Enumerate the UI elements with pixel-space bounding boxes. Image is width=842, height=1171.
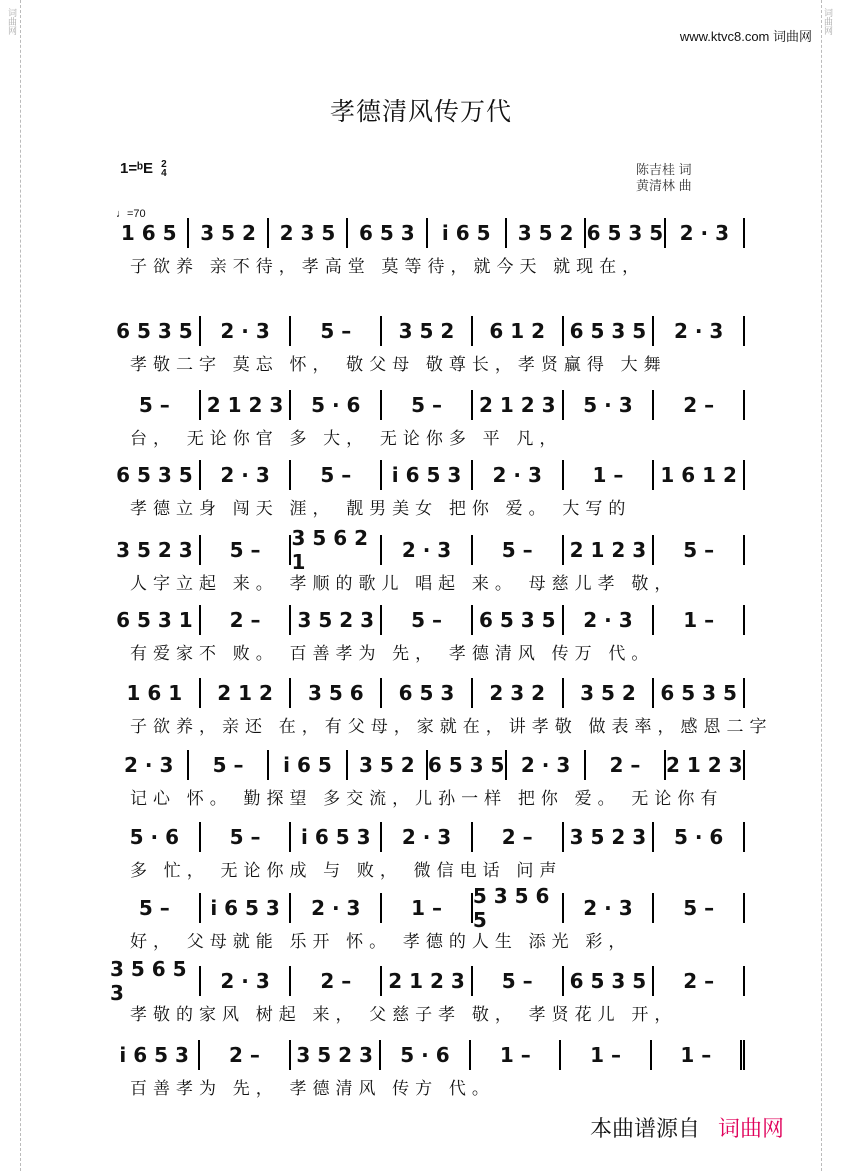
score-row bbox=[110, 218, 745, 288]
right-margin-strip: 词曲网 bbox=[821, 0, 836, 1171]
measure-notes: 6 5 3 5 bbox=[116, 463, 193, 487]
measure bbox=[382, 893, 473, 923]
measure-notes: 3 5 2 3 bbox=[116, 538, 193, 562]
measure bbox=[291, 460, 382, 490]
measure bbox=[201, 822, 292, 852]
score-row bbox=[110, 526, 745, 605]
measure-notes: 6 5 3 5 bbox=[569, 319, 647, 343]
measure bbox=[564, 966, 655, 996]
measure-notes: 5 · 6 bbox=[129, 825, 180, 849]
measure-notes: 3 5 2 3 bbox=[296, 1043, 373, 1067]
measure-notes: 6 5 3 5 bbox=[427, 753, 505, 777]
measure-notes: 5 – bbox=[212, 753, 244, 777]
score-row bbox=[110, 1040, 745, 1110]
measure-notes: 5 · 6 bbox=[400, 1043, 450, 1067]
measure-notes: 5 – bbox=[320, 319, 352, 343]
measure bbox=[471, 1040, 561, 1070]
measure-notes: 6 5 3 bbox=[358, 221, 415, 245]
measure bbox=[200, 1040, 290, 1070]
measure-notes: 2 · 3 bbox=[673, 319, 724, 343]
measure-notes: 3 5 2 3 bbox=[297, 608, 375, 632]
lyric-line: 百善孝为 先， 孝德清风 传方 代。 bbox=[130, 1079, 495, 1098]
measure-notes: 2 3 5 bbox=[279, 221, 336, 245]
measure-notes: 2 · 3 bbox=[583, 608, 633, 632]
measure bbox=[654, 893, 745, 923]
song-title: 孝德清风传万代 bbox=[329, 98, 512, 126]
measure bbox=[564, 605, 655, 635]
measure bbox=[110, 460, 201, 490]
measure bbox=[473, 316, 564, 346]
measure-notes: 5 – bbox=[501, 538, 533, 562]
measure bbox=[201, 535, 292, 565]
measure-notes: 2 1 2 bbox=[217, 681, 273, 705]
measure bbox=[473, 390, 564, 420]
measure bbox=[586, 218, 665, 248]
measure bbox=[382, 605, 473, 635]
measure bbox=[654, 822, 745, 852]
measure-notes: 2 · 3 bbox=[124, 753, 174, 777]
measure bbox=[564, 390, 655, 420]
measure-notes: 5 · 3 bbox=[583, 393, 633, 417]
lyric-line: 多 忙， 无论你成 与 败， 微信电话 问声 bbox=[130, 861, 563, 880]
measure-notes: 3 5 2 bbox=[580, 681, 636, 705]
measure-notes: i 6 5 3 bbox=[391, 463, 462, 487]
measure-notes: 1 – bbox=[683, 608, 715, 632]
measure bbox=[652, 1040, 745, 1070]
score-row bbox=[110, 957, 745, 1036]
measure-notes: 3 5 2 3 bbox=[569, 825, 647, 849]
measure-notes: 3 5 2 bbox=[358, 753, 415, 777]
lyric-line: 孝敬的家风 树起 来， 父慈子孝 敬， 孝贤花儿 开， bbox=[130, 1005, 678, 1024]
measure bbox=[666, 750, 745, 780]
measure bbox=[291, 605, 382, 635]
measure bbox=[291, 526, 382, 574]
measure bbox=[561, 1040, 651, 1070]
measure-notes: 3 5 6 bbox=[307, 681, 364, 705]
measure-notes: 2 1 2 3 bbox=[388, 969, 465, 993]
measure bbox=[291, 678, 382, 708]
tempo-marking: ♩=70 bbox=[116, 208, 146, 220]
measure-notes: 5 – bbox=[501, 969, 533, 993]
lyric-line: 子欲养，亲还 在，有父母，家就在，讲孝敬 做表率，感恩二字 bbox=[130, 717, 773, 736]
measure bbox=[472, 884, 564, 932]
measure bbox=[654, 390, 745, 420]
measure bbox=[473, 678, 564, 708]
measure bbox=[564, 678, 655, 708]
measure-notes: 1 6 1 bbox=[126, 681, 183, 705]
measure-notes: 5 – bbox=[138, 896, 170, 920]
measure bbox=[428, 750, 507, 780]
measure bbox=[473, 535, 564, 565]
credits bbox=[636, 162, 692, 194]
measure-notes: 6 5 3 5 bbox=[116, 319, 193, 343]
measure bbox=[110, 316, 201, 346]
measure-notes: 6 1 2 bbox=[489, 319, 546, 343]
measure bbox=[473, 966, 564, 996]
measure-notes: 2 – bbox=[683, 393, 715, 417]
measure-notes: 2 · 3 bbox=[220, 969, 270, 993]
measure bbox=[269, 218, 348, 248]
measure bbox=[201, 390, 292, 420]
measure-notes: 2 · 3 bbox=[520, 753, 571, 777]
measure bbox=[564, 316, 655, 346]
measure bbox=[564, 460, 655, 490]
measure bbox=[110, 1040, 200, 1070]
measure-notes: 2 – bbox=[228, 1043, 260, 1067]
measure-notes: 5 – bbox=[411, 608, 442, 632]
measure bbox=[381, 1040, 471, 1070]
measure-notes: 2 · 3 bbox=[401, 538, 452, 562]
measure-notes: 2 – bbox=[229, 608, 261, 632]
measure bbox=[110, 605, 201, 635]
score-row bbox=[110, 316, 745, 386]
lyric-line: 好， 父母就能 乐开 怀。 孝德的人生 添光 彩， bbox=[130, 932, 632, 951]
measure-notes: 2 · 3 bbox=[492, 463, 542, 487]
lyric-line: 人字立起 来。 孝顺的歌儿 唱起 来。 母慈儿孝 敬， bbox=[130, 574, 678, 593]
measure bbox=[201, 316, 292, 346]
measure bbox=[201, 966, 292, 996]
score-row bbox=[110, 884, 745, 963]
lyric-line: 记心 怀。 勤探望 多交流，儿孙一样 把你 爱。 无论你有 bbox=[130, 789, 724, 808]
key-signature: 1=ᵇE 2 4 bbox=[120, 159, 167, 180]
measure bbox=[348, 218, 427, 248]
measure bbox=[291, 966, 382, 996]
measure-notes: 2 – bbox=[683, 969, 715, 993]
score-row bbox=[110, 605, 745, 675]
measure-notes: 1 – bbox=[411, 896, 442, 920]
measure bbox=[507, 218, 586, 248]
measure bbox=[654, 966, 745, 996]
measure bbox=[654, 678, 745, 708]
measure bbox=[564, 893, 655, 923]
score-row bbox=[110, 390, 745, 460]
lyric-line: 子欲养 亲不待，孝高堂 莫等待，就今天 就现在， bbox=[130, 257, 646, 276]
measure bbox=[110, 957, 201, 1005]
measure bbox=[110, 390, 201, 420]
measure-notes: 6 5 3 5 bbox=[586, 221, 664, 245]
measure bbox=[382, 822, 473, 852]
lyricist: 陈吉桂 词 bbox=[636, 162, 692, 177]
measure bbox=[110, 822, 201, 852]
measure-notes: 2 1 2 3 bbox=[666, 753, 743, 777]
measure-notes: 2 – bbox=[320, 969, 352, 993]
measure-notes: 1 – bbox=[499, 1043, 531, 1067]
measure-notes: 5 – bbox=[320, 463, 352, 487]
measure-notes: 3 5 2 bbox=[517, 221, 574, 245]
site-url[interactable]: www.ktvc8.com 词曲网 bbox=[679, 29, 812, 44]
measure bbox=[291, 1040, 381, 1070]
measure-notes: 5 – bbox=[683, 538, 715, 562]
measure bbox=[473, 822, 564, 852]
measure bbox=[382, 678, 473, 708]
measure bbox=[201, 893, 292, 923]
score-row bbox=[110, 822, 745, 892]
measure-notes: 5 · 6 bbox=[311, 393, 361, 417]
measure-notes: i 6 5 3 bbox=[119, 1043, 189, 1067]
measure bbox=[473, 460, 564, 490]
measure-notes: 3 5 2 bbox=[200, 221, 256, 245]
measure-notes: 2 · 3 bbox=[583, 896, 633, 920]
measure bbox=[201, 678, 292, 708]
measure-notes: 1 6 1 2 bbox=[660, 463, 737, 487]
measure-notes: 5 – bbox=[138, 393, 170, 417]
measure bbox=[666, 218, 745, 248]
measure bbox=[110, 678, 201, 708]
measure-notes: 6 5 3 5 bbox=[478, 608, 556, 632]
lyric-line: 有爱家不 败。 百善孝为 先， 孝德清风 传万 代。 bbox=[130, 644, 655, 663]
measure-notes: 5 – bbox=[411, 393, 442, 417]
measure-notes: i 6 5 3 bbox=[210, 896, 280, 920]
measure bbox=[382, 460, 473, 490]
time-signature: 2 4 bbox=[161, 159, 167, 180]
score-row bbox=[110, 678, 773, 748]
measure-notes: 2 – bbox=[609, 753, 641, 777]
measure bbox=[564, 822, 655, 852]
measure bbox=[201, 605, 292, 635]
measure-notes: 2 · 3 bbox=[401, 825, 452, 849]
measure-notes: 1 – bbox=[680, 1043, 712, 1067]
measure bbox=[110, 535, 201, 565]
measure bbox=[189, 750, 268, 780]
measure bbox=[586, 750, 665, 780]
measure-notes: i 6 5 bbox=[283, 753, 332, 777]
measure-notes: 3 5 2 bbox=[398, 319, 455, 343]
measure-notes: 2 · 3 bbox=[679, 221, 729, 245]
lyric-line: 台， 无论你官 多 大， 无论你多 平 凡， bbox=[130, 429, 563, 448]
measure bbox=[382, 966, 473, 996]
measure-notes: i 6 5 3 bbox=[301, 825, 371, 849]
measure bbox=[110, 750, 189, 780]
measure-notes: 5 · 6 bbox=[673, 825, 724, 849]
lyric-line: 孝德立身 闯天 涯， 靓男美女 把你 爱。 大写的 bbox=[130, 499, 632, 518]
measure-notes: 1 – bbox=[592, 463, 624, 487]
measure-notes: 1 – bbox=[590, 1043, 621, 1067]
measure-notes: 2 · 3 bbox=[220, 463, 270, 487]
measure bbox=[473, 605, 564, 635]
score-row bbox=[110, 750, 745, 820]
measure bbox=[291, 390, 382, 420]
measure-notes: 2 · 3 bbox=[311, 896, 361, 920]
measure-notes: 3 5 6 2 1 bbox=[291, 526, 368, 574]
measure bbox=[110, 218, 189, 248]
measure-notes: 2 1 2 3 bbox=[478, 393, 556, 417]
measure-notes: 2 · 3 bbox=[220, 319, 270, 343]
measure-notes: 6 5 3 5 bbox=[660, 681, 737, 705]
composer: 黄清林 曲 bbox=[636, 178, 692, 193]
measure-notes: 5 – bbox=[229, 538, 261, 562]
measure-notes: 2 3 2 bbox=[489, 681, 546, 705]
measure bbox=[348, 750, 427, 780]
measure bbox=[291, 316, 382, 346]
measure-notes: 2 1 2 3 bbox=[569, 538, 647, 562]
measure bbox=[654, 460, 745, 490]
measure bbox=[564, 535, 655, 565]
measure bbox=[654, 605, 745, 635]
measure-notes: 6 5 3 1 bbox=[116, 608, 193, 632]
measure bbox=[428, 218, 507, 248]
measure-notes: 6 5 3 bbox=[398, 681, 455, 705]
measure-notes: 5 3 5 6 5 bbox=[472, 884, 550, 932]
lyric-line: 孝敬二字 莫忘 怀， 敬父母 敬尊长，孝贤赢得 大舞 bbox=[130, 355, 667, 374]
left-margin-strip: 词曲网 bbox=[6, 0, 21, 1171]
measure-notes: 2 1 2 3 bbox=[206, 393, 284, 417]
measure-notes: 5 – bbox=[683, 896, 715, 920]
measure bbox=[291, 822, 382, 852]
measure-notes: i 6 5 bbox=[441, 221, 491, 245]
footer-brand: 词曲网 bbox=[718, 1116, 785, 1141]
measure bbox=[654, 535, 745, 565]
measure bbox=[507, 750, 586, 780]
measure bbox=[654, 316, 745, 346]
measure-notes: 3 5 6 5 3 bbox=[110, 957, 187, 1005]
measure-notes: 6 5 3 5 bbox=[569, 969, 647, 993]
measure-notes: 5 – bbox=[229, 825, 261, 849]
score-row bbox=[110, 460, 745, 530]
measure bbox=[291, 893, 382, 923]
measure-notes: 1 6 5 bbox=[120, 221, 177, 245]
measure bbox=[382, 535, 473, 565]
measure bbox=[110, 893, 201, 923]
measure bbox=[201, 460, 292, 490]
measure bbox=[189, 218, 268, 248]
measure-notes: 2 – bbox=[501, 825, 533, 849]
measure bbox=[382, 316, 473, 346]
measure bbox=[269, 750, 348, 780]
measure bbox=[382, 390, 473, 420]
source-footer: 本曲谱源自 词曲网 bbox=[590, 1116, 785, 1141]
